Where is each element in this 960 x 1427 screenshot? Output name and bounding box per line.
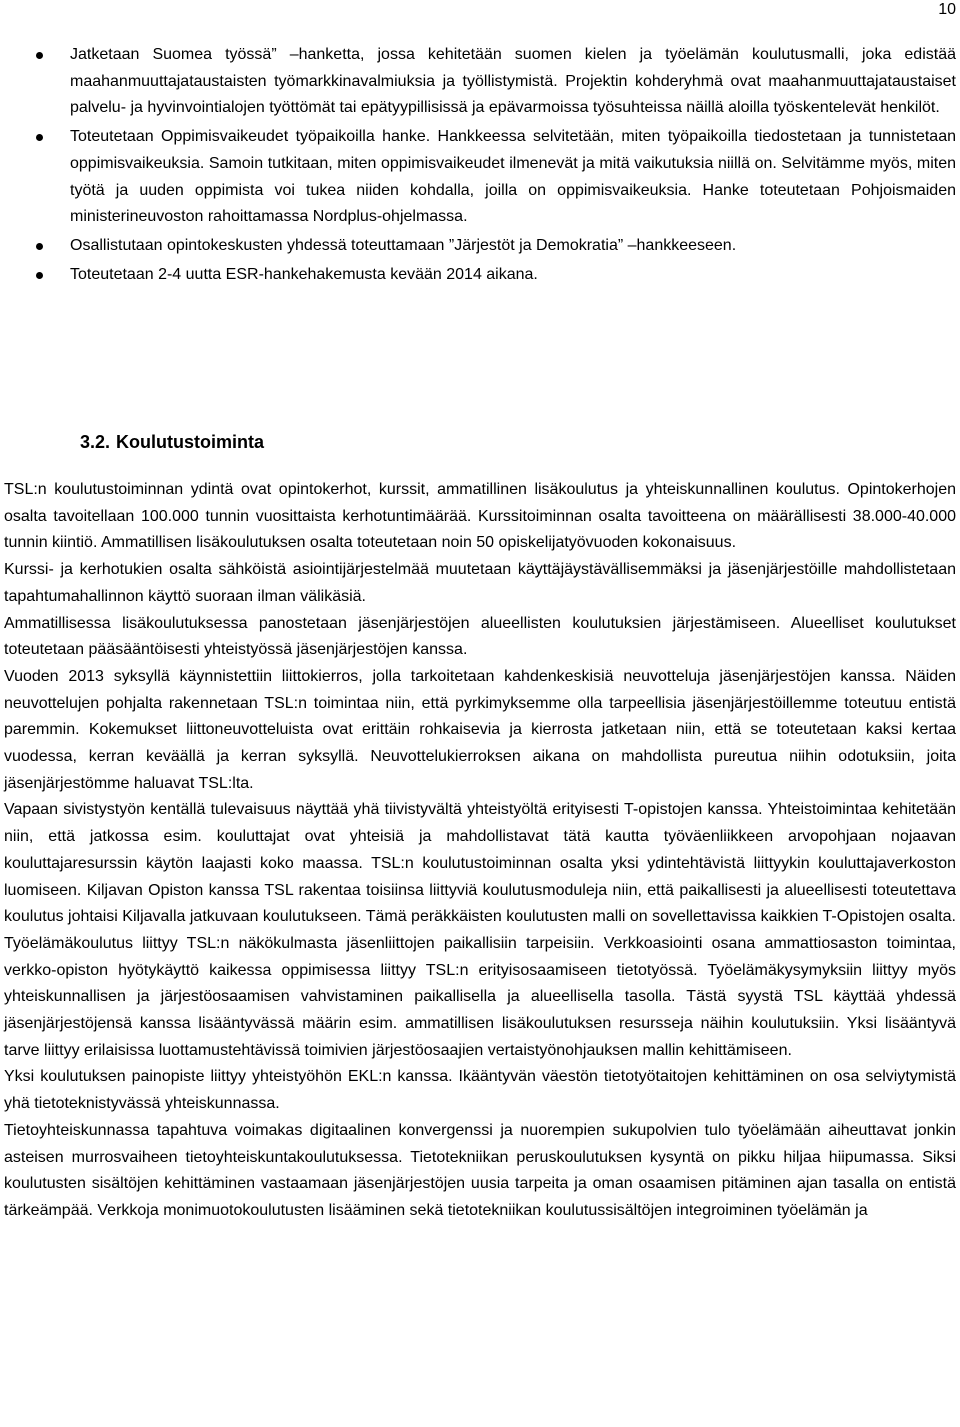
bullet-item: Osallistutaan opintokeskusten yhdessä toteuttamaan ”Järjestöt ja Demokratia” –hankkeeseen. xyxy=(36,233,956,260)
bullet-item: Toteutetaan Oppimisvaikeudet työpaikoilla hanke. Hankkeessa selvitetään, miten työpaikoilla tiedostetaan ja tunnistetaan oppimisvaikeuksia. Samoin tutkitaan, miten oppimisvaikeudet ilmenevät ja mitä vaikutuksia niillä on. Selvitämme myös, miten työtä ja uuden oppimista voi tukea niiden kohdalla, joilla on oppimisvaikeuksia. Hanke toteutetaan Pohjoismaiden ministerineuvoston rahoittamassa Nordplus-ohjelmassa. xyxy=(36,124,956,231)
paragraph: Vuoden 2013 syksyllä käynnistettiin liittokierros, jolla tarkoitetaan kahdenkeskisiä neuvotteluja jäsenjärjestöjen kanssa. Näiden neuvottelujen pohjalta rakennetaan TSL:n toimintaa niin, että pyrkimyksemme olla tarpeellisia jäsenjärjestöillemme toteutuu entistä paremmin. Kokemukset liittoneuvotteluista ovat erittäin rohkaisevia ja kierrosta jatketaan niin, että se toteutetaan kaksi kertaa vuodessa, kerran keväällä ja kerran syksyllä. Neuvottelukierroksen aikana on mahdollista pureutua niihin odotuksiin, joita jäsenjärjestömme haluavat TSL:lta. xyxy=(4,667,956,792)
paragraph: Ammatillisessa lisäkoulutuksessa panostetaan jäsenjärjestöjen alueellisten koulutuksien järjestämiseen. Alueelliset koulutukset toteutetaan pääsääntöisesti yhteistyössä jäsenjärjestöjen kanssa. xyxy=(4,614,956,659)
section-number: 3.2. xyxy=(80,432,111,452)
paragraph: Vapaan sivistystyön kentällä tulevaisuus näyttää yhä tiivistyvältä yhteistyöltä erityisesti T-opistojen kanssa. Yhteistoimintaa kehitetään niin, että jatkossa esim. kouluttajat ovat yhteisiä ja mahdollistavat tätä kautta työväenliikkeen arvopohjaan nojaavan kouluttajaresurssin käytön laajasti koko maassa. TSL:n koulutustoiminnan osalta yksi ydintehtävistä liittyykin kouluttajaverkoston luomiseen. Kiljavan Opiston kanssa TSL rakentaa toisiinsa liittyviä koulutusmoduleja niin, että paikallisesti ja alueellisesti toteutettava koulutus johtaisi Kiljavalla jatkuvaan koulutukseen. Tämä peräkkäisten koulutusten malli on sovellettavissa kaikkien T-Opistojen osalta. xyxy=(4,801,956,926)
page-number: 10 xyxy=(938,1,956,18)
bullet-item: Jatketaan Suomea työssä” –hanketta, jossa kehitetään suomen kielen ja työelämän koulutusmalli, joka edistää maahanmuuttajataustaisten työmarkkinavalmiuksia ja työllistymistä. Projektin kohderyhmä ovat maahanmuuttajataustaiset palvelu- ja hyvinvointialojen työttömät tai epätyypillisissä ja epävarmoissa työsuhteissa näillä aloilla työskentelevät henkilöt. xyxy=(36,42,956,122)
paragraph: Yksi koulutuksen painopiste liittyy yhteistyöhön EKL:n kanssa. Ikääntyvän väestön tietotyötaitojen kehittäminen on osa selviytymistä yhä tietoteknistyvässä yhteiskunnassa. xyxy=(4,1068,956,1113)
paragraph: Kurssi- ja kerhotukien osalta sähköistä asiointijärjestelmää muutetaan käyttäjäystävällisemmäksi ja jäsenjärjestöille mahdollistetaan tapahtumahallinnon käyttö suoraan ilman välikäsiä. xyxy=(4,561,956,605)
bullet-list xyxy=(36,42,956,290)
section-title: Koulutustoiminta xyxy=(116,432,265,452)
paragraph: Työelämäkoulutus liittyy TSL:n näkökulmasta jäsenliittojen paikallisiin tarpeisiin. Verkkoasiointi osana ammattiosaston toimintaa, verkko-opiston hyötykäyttö kaikessa oppimisessa liittyy TSL:n erityisosaamiseen tietotyössä. Työelämäkysymyksiin liittyy myös yhteiskunnallisen ja järjestöosaamisen vahvistaminen paikallisella ja alueellisella tasolla. Tästä syystä TSL käyttää yhdessä jäsenjärjestöjensä kanssa lisääntyvässä määrin esim. ammatillisen lisäkoulutuksen resursseja näihin koulutuksiin. Yksi lisääntyvä tarve liittyy erilaisissa luottamustehtävissä toimivien järjestöosaajien vertaistyönohjauksen mallin kehittämiseen. xyxy=(4,934,956,1059)
section-heading xyxy=(80,429,264,455)
section-body xyxy=(4,477,956,1225)
bullet-item: Toteutetaan 2-4 uutta ESR-hankehakemusta kevään 2014 aikana. xyxy=(36,262,956,289)
paragraph: Tietoyhteiskunnassa tapahtuva voimakas digitaalinen konvergenssi ja nuorempien sukupolvien tulo työelämään aiheuttavat jonkin asteisen murrosvaiheen tietoyhteiskuntakoulutuksessa. Tietotekniikan peruskoulutuksen kysyntä on pikku hiljaa hiipumassa. Siksi koulutusten sisältöjen kehittäminen vastaamaan jäsenjärjestöjen uusia tarpeita ja oman osaamisen pitäminen ajan tasalla on entistä tärkeämpää. Verkkoja monimuotokoulutusten lisääminen sekä tietotekniikan koulutussisältöjen integroiminen työelämän ja xyxy=(4,1121,956,1219)
paragraph: TSL:n koulutustoiminnan ydintä ovat opintokerhot, kurssit, ammatillinen lisäkoulutus ja yhteiskunnallinen koulutus. Opintokerhojen osalta tavoitellaan 100.000 tunnin vuosittaista kerhotuntimäärää. Kurssitoiminnan osalta tavoitteena on määrällisesti 38.000-40.000 tunnin kiintiö. Ammatillisen lisäkoulutuksen osalta toteutetaan noin 50 opiskelijatyövuoden kokonaisuus. xyxy=(4,481,956,552)
